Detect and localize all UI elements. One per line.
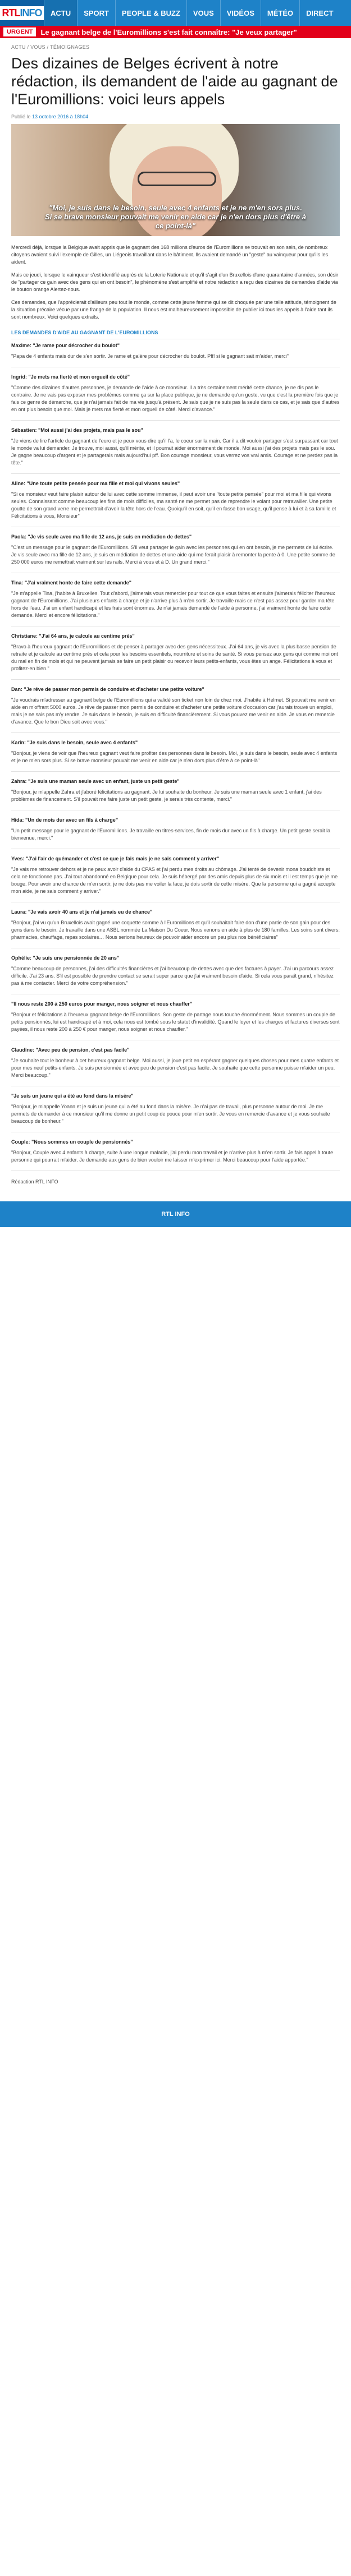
letter-item <box>11 580 340 626</box>
letter-name: Couple: "Nous sommes un couple de pensionnés" <box>11 1139 133 1145</box>
letter-item <box>11 686 340 733</box>
letter-name: Zahra: "Je suis une maman seule avec un enfant, juste un petit geste" <box>11 778 180 784</box>
letter-name: Karin: "Je suis dans le besoin, seule avec 4 enfants" <box>11 740 138 745</box>
letter-name: Ophélie: "Je suis une pensionnée de 20 ans" <box>11 955 120 961</box>
hero-image <box>11 124 340 236</box>
rtl-info-logo[interactable] <box>0 0 44 26</box>
letter-item <box>11 534 340 573</box>
urgent-badge: URGENT <box>3 27 36 36</box>
letter-text: "Je viens de lire l'article du gagnant de l'euro et je peux vous dire qu'il l'a, le coeur sur la main. Car il a dit vouloir partager s'est surpassant car tout le monde va lui demander. Je trouve, moi aussi, qu'il mérite, et il pourrait aider énormément de monde. Moi aussi j'ai des projets mais pas le sou. Je gagne beaucoup d'argent et je partagerais mais aujourd'hui pff. Bon courage monsieur, vous verrez vos vrai amis. Courage et ne perdez pas la tête." <box>11 438 338 466</box>
letter-name: Aline: "Une toute petite pensée pour ma fille et moi qui vivons seules" <box>11 481 180 486</box>
letter-name: Sébastien: "Moi aussi j'ai des projets, mais pas le sou" <box>11 427 143 433</box>
divider <box>11 732 340 733</box>
letter-item <box>11 374 340 421</box>
letter-item <box>11 1093 340 1132</box>
breadcrumb[interactable]: ACTU / VOUS / TÉMOIGNAGES <box>11 44 90 50</box>
letter-item <box>11 817 340 849</box>
logo-mark <box>0 6 44 20</box>
letter-item <box>11 1139 340 1171</box>
divider <box>11 679 340 680</box>
nav-item-actu[interactable]: ACTU <box>44 0 77 26</box>
divider <box>11 771 340 772</box>
letter-name: Laura: "Je vais avoir 40 ans et je n'ai jamais eu de chance" <box>11 909 153 915</box>
letter-name: "Je suis un jeune qui a été au fond dans la misère" <box>11 1093 134 1099</box>
article-meta <box>11 114 340 119</box>
letter-text: "Bonjour et félicitations à l'heureux gagnant belge de l'Euromillions. Son geste de partage nous touche énormément. Nous sommes un couple de petits pensionnés, lui est handicapé et à moi, cela nous est tombé sous le statut d'invalidité. Quand le loyer et les charges et factures diverses sont payées, il nous reste 200 à 250 € pour manger, nous soigner et nous chauffer." <box>11 1012 340 1032</box>
letter-text: "Je m'appelle Tina, j'habite à Bruxelles. Tout d'abord, j'aimerais vous remercier pour tout ce que vous faites et ensuite j'aimerais féliciter l'heureux gagnant de l'Euromillions. J'ai plusieurs enfants à charge et je n'arrive plus à m'en sortir. Je travaille mais ce n'est pas assez pour garder ma tête hors de l'eau. J'ai un enfant handicapé et les frais sont énormes. Je n'ai jamais demandé de l'aide à personne, j'ai vraiment honte de faire cette demande. Merci et encore félicitations." <box>11 591 335 618</box>
logo-rtl: RTL <box>2 7 20 19</box>
letter-text: "Bonjour, Couple avec 4 enfants à charge, suite à une longue maladie, j'ai perdu mon travail et je n'arrive plus à m'en sortir. Je fais appel à toute personne qui pourrait m'aider. Je demande aux gens de bien vouloir me laisser m'exprimer ici. Merci beaucoup pour l'aide apportée." <box>11 1150 334 1163</box>
letter-name: Dan: "Je rêve de passer mon permis de conduire et d'acheter une petite voiture" <box>11 686 204 692</box>
nav-item-people-buzz[interactable]: PEOPLE & BUZZ <box>115 0 186 26</box>
nav-item-vous[interactable]: VOUS <box>186 0 220 26</box>
letter-text: "Comme beaucoup de personnes, j'ai des difficultés financières et j'ai beaucoup de dettes avec que des factures à payer. J'ai un parcours assez difficile. J'ai 23 ans. S'il est possible de prendre contact se serait super parce que j'ai vraiment besoin d'aide. Si cela vous paraît grand, n'hésitez pas à me contacter. Merci de votre compréhension." <box>11 966 334 986</box>
letter-item <box>11 909 340 948</box>
divider <box>11 473 340 474</box>
letter-text: "Papa de 4 enfants mais dur de s'en sortir. Je rame et galère pour décrocher du boulot. Pff! si le gagnant sait m'aider, merci" <box>11 353 289 359</box>
hero-glasses <box>138 172 216 186</box>
letter-text: "Bravo à l'heureux gagnant de l'Euromillions et de penser à partager avec des gens nécessiteux. J'ai 64 ans, je vis avec la plus basse pension de retraite et je calcule au centime près et cela pour les besoins essentiels, nourriture et soins de santé. Si vous pensez aux gens qui comme moi ont du mal en fin de mois et qui ne peuvent jamais se faire un petit plaisir ou recevoir leurs petits-enfants, vous êtes un ange. Félicitations à vous et profitez-en bien." <box>11 644 338 671</box>
letter-item <box>11 1001 340 1040</box>
footer-text: RTL INFO <box>161 1211 190 1218</box>
letter-name: Paola: "Je vis seule avec ma fille de 12 ans, je suis en médiation de dettes" <box>11 534 192 540</box>
intro-paragraph: Ces demandes, que l'apprécierait d'ailleurs peu tout le monde, comme cette jeune femme qui se dit choquée par une telle attitude, témoignent de la situation précaire vécue par une frange de la population. Il nous est malheureusement impossible de publier ici tous les appels à l'aide tant ils sont nombreux. Voici quelques extraits. <box>11 299 336 320</box>
letter-text: "Bonjour, j'ai vu qu'un Bruxellois avait gagné une coquette somme à l'Euromillions et qu'il souhaitait faire don d'une partie de son gain pour des gens dans le besoin. Je travaille dans une ASBL nommée La Maison Du Coeur. Nous venons en aide à plus de 180 familles. Les soins sont divers: pharmacies, chauffage, repas scolaires… Nous serions heureux de pouvoir aider encore un peu plus nos bénéficiaires" <box>11 920 340 940</box>
footer <box>0 1201 351 1227</box>
letter-text: "Bonjour, je m'appelle Yoann et je suis un jeune qui a été au fond dans la misère. Je n'ai pas de travail, plus personne autour de moi. Je me permets de demander à ce monsieur qu'il me donne un petit coup de pouce pour m'en sortir. Je vous en remercie d'avance et je vous souhaite beaucoup de bonheur." <box>11 1104 330 1124</box>
letter-name: Ingrid: "Je mets ma fierté et mon orgueil de côté" <box>11 374 130 380</box>
letter-text: "Comme des dizaines d'autres personnes, je demande de l'aide à ce monsieur. Il a très certainement mérité cette chance, je ne dis pas le contraire. Je ne vais pas exposer mes problèmes comme ça sur la place publique, je ne demande qu'un geste, vu que c'est la première fois que je fais ce genre de démarche, que je n'ai jamais fait de ma vie jusqu'à présent. Je sais que je ne suis pas la seule dans ce cas, et je sais que d'autres en ont plus besoin que moi. Mais je mets ma fierté et mon orgueil de côté. Merci d'avance." <box>11 385 340 412</box>
section-title: LES DEMANDES D'AIDE AU GAGNANT DE L'EUROMILLIONS <box>11 330 340 339</box>
letter-item <box>11 740 340 772</box>
letter-item <box>11 955 340 994</box>
top-navigation <box>0 0 351 26</box>
letter-name: Hida: "Un de mois dur avec un fils à charge" <box>11 817 118 823</box>
article <box>0 44 351 1185</box>
nav-item-videos[interactable]: VIDÉOS <box>220 0 261 26</box>
letter-name: Tina: "J'ai vraiment honte de faire cette demande" <box>11 580 132 586</box>
publish-date: 13 octobre 2016 à 18h04 <box>32 114 89 119</box>
letter-name: Maxime: "Je rame pour décrocher du boulot" <box>11 343 120 348</box>
nav-item-sport[interactable]: SPORT <box>77 0 115 26</box>
letter-name: Christiane: "J'ai 64 ans, je calcule au centime près" <box>11 633 135 639</box>
author-line: Rédaction RTL INFO <box>11 1179 58 1185</box>
letter-name: Yves: "J'ai l'air de quémander et c'est ce que je fais mais je ne sais comment y arriver" <box>11 856 220 861</box>
intro-paragraph: Mercredi déjà, lorsque la Belgique avait appris que le gagnant des 168 millions d'euros de l'Euromillions se trouvait en son sein, de nombreux citoyens avaient suivi l'exemple de Gilles, un Liégeois travaillant dans le bâtiment. Ils avaient demandé un "geste" au vainqueur pour qu'ils les aident. <box>11 245 329 265</box>
letter-item <box>11 778 340 810</box>
letter-name: "Il nous reste 200 à 250 euros pour manger, nous soigner et nous chauffer" <box>11 1001 193 1007</box>
letter-text: "C'est un message pour le gagnant de l'Euromillions. S'il veut partager le gain avec les personnes qui en ont besoin, je me permets de lui écrire. Je vis seule avec ma fille de 12 ans, je suis en médiation de dettes et une aide qui me ferait plaisir à remonter la pente à 0. Une petite somme de 250 000 euros me remettrait vraiment sur les rails. Merci à vous et à D. Un grand merci." <box>11 545 335 565</box>
letter-item <box>11 856 340 902</box>
letter-text: "Je voudrais m'adresser au gagnant belge de l'Euromillions qui a validé son ticket non loin de chez moi. J'habite à Helmet. Si pouvait me venir en aide en m'offrant 5000 euros. Je rêve de passer mon permis de conduire et d'acheter une petite voiture d'occasion car j'aurais trouvé un emploi, mais je ne sais pas m'y rendre. Je suis dans le besoin, je suis en difficulté financièrement. Si vous pouvez me venir en aide. Je vous en remercie d'avance. Que le bon Dieu soit avec vous." <box>11 697 336 725</box>
letter-item <box>11 1047 340 1086</box>
letter-text: "Bonjour, je viens de voir que l'heureux gagnant veut faire profiter des personnes dans le besoin. Moi, je suis dans le besoin, seule avec 4 enfants et je ne m'en sors plus. Si se brave monsieur pouvait me venir en aide car je n'en dors plus d'être à ce point-là" <box>11 750 338 763</box>
logo-info: INFO <box>20 7 42 19</box>
letter-text: "Je souhaite tout le bonheur à cet heureux gagnant belge. Moi aussi, je joue petit en espérant gagner quelques choses pour mes quatre enfants et pour mes neuf petits-enfants. Je suis pensionnée et avec peu de pension c'est pas facile. Je souhaite que cette personne puisse m'aider un peu. Merci beaucoup." <box>11 1058 339 1078</box>
urgent-headline[interactable]: Le gagnant belge de l'Euromillions s'est fait connaître: "Je veux partager" <box>40 27 297 36</box>
divider <box>11 420 340 421</box>
letter-name: Claudine: "Avec peu de pension, c'est pas facile" <box>11 1047 130 1053</box>
article-title: Des dizaines de Belges écrivent à notre rédaction, ils demandent de l'aide au gagnant de l'Euromillions: voici leurs appels <box>11 55 338 108</box>
letter-text: "Bonjour, je m'appelle Zahra et j'aboré félicitations au gagnant. Je lui souhaite du bonheur. Je suis une maman seule avec 1 enfant, j'ai des problèmes de financement. S'il pouvait me faire juste un petit geste, je serais très contente, merci." <box>11 789 322 802</box>
meta-prefix: Publié le <box>11 114 31 119</box>
letter-text: "Si ce monsieur veut faire plaisir autour de lui avec cette somme immense, il peut avoir une "toute petite pensée" pour moi et ma fille qui vivons seules. Connaissant comme beaucoup les fins de mois difficiles, ma santé ne me permet pas de reprendre le volant pour retravailler. Une petite goutte de son grand verre me permettrait d'avoir la tête hors de l'eau. Quoiqu'il en soit, qu'il en fasse bon usage, qu'il pense à lui et à sa famille et Félicitations à vous, Monsieur" <box>11 491 336 519</box>
nav-item-meteo[interactable]: MÉTÉO <box>261 0 299 26</box>
letter-text: "Je vais me retrouver dehors et je ne peux avoir d'aide du CPAS et j'ai perdu mes droits au chômage. J'ai tenté de devenir mona bouddhiste et cela ne fonctionne pas. J'ai tout abandonné en Belgique pour cela. Je suis hébergé par des amis depuis plus de six mois et il est temps que je me bouge. Pour avoir une chance de m'en sortir, je ne dois pas me voiler la face, je dois sortir de cette misère. Que la personne qui a gagné accepte mon aide, je ne sais comment y arriver." <box>11 867 338 894</box>
letter-item <box>11 427 340 474</box>
letter-text: "Un petit message pour le gagnant de l'Euromillions. Je travaille en titres-services, fin de mois dur avec un fils à charge. Un petit geste serait la bienvenue, merci." <box>11 828 331 841</box>
article-intro <box>11 244 340 321</box>
intro-paragraph: Mais ce jeudi, lorsque le vainqueur s'est identifié auprès de la Loterie Nationale et qu'il s'agit d'un Bruxellois d'une quarantaine d'années, son désir de "partager ce gain avec des gens qui en ont besoin", le phénomène s'est amplifié et notre rédaction a reçu des dizaines de demandes d'aide via le bouton orange Alertez-nous. <box>11 272 339 292</box>
letter-item <box>11 481 340 527</box>
hero-quote: "Moi, je suis dans le besoin, seule avec 4 enfants et je ne m'en sors plus. Si se brave monsieur pouvait me venir en aide car je n'en dors plus d'être à ce point-là" <box>45 204 306 230</box>
urgent-ticker[interactable] <box>0 26 351 38</box>
letters-list <box>11 343 340 1171</box>
nav-item-direct[interactable]: DIRECT <box>299 0 339 26</box>
letter-item <box>11 343 340 367</box>
letter-item <box>11 633 340 680</box>
